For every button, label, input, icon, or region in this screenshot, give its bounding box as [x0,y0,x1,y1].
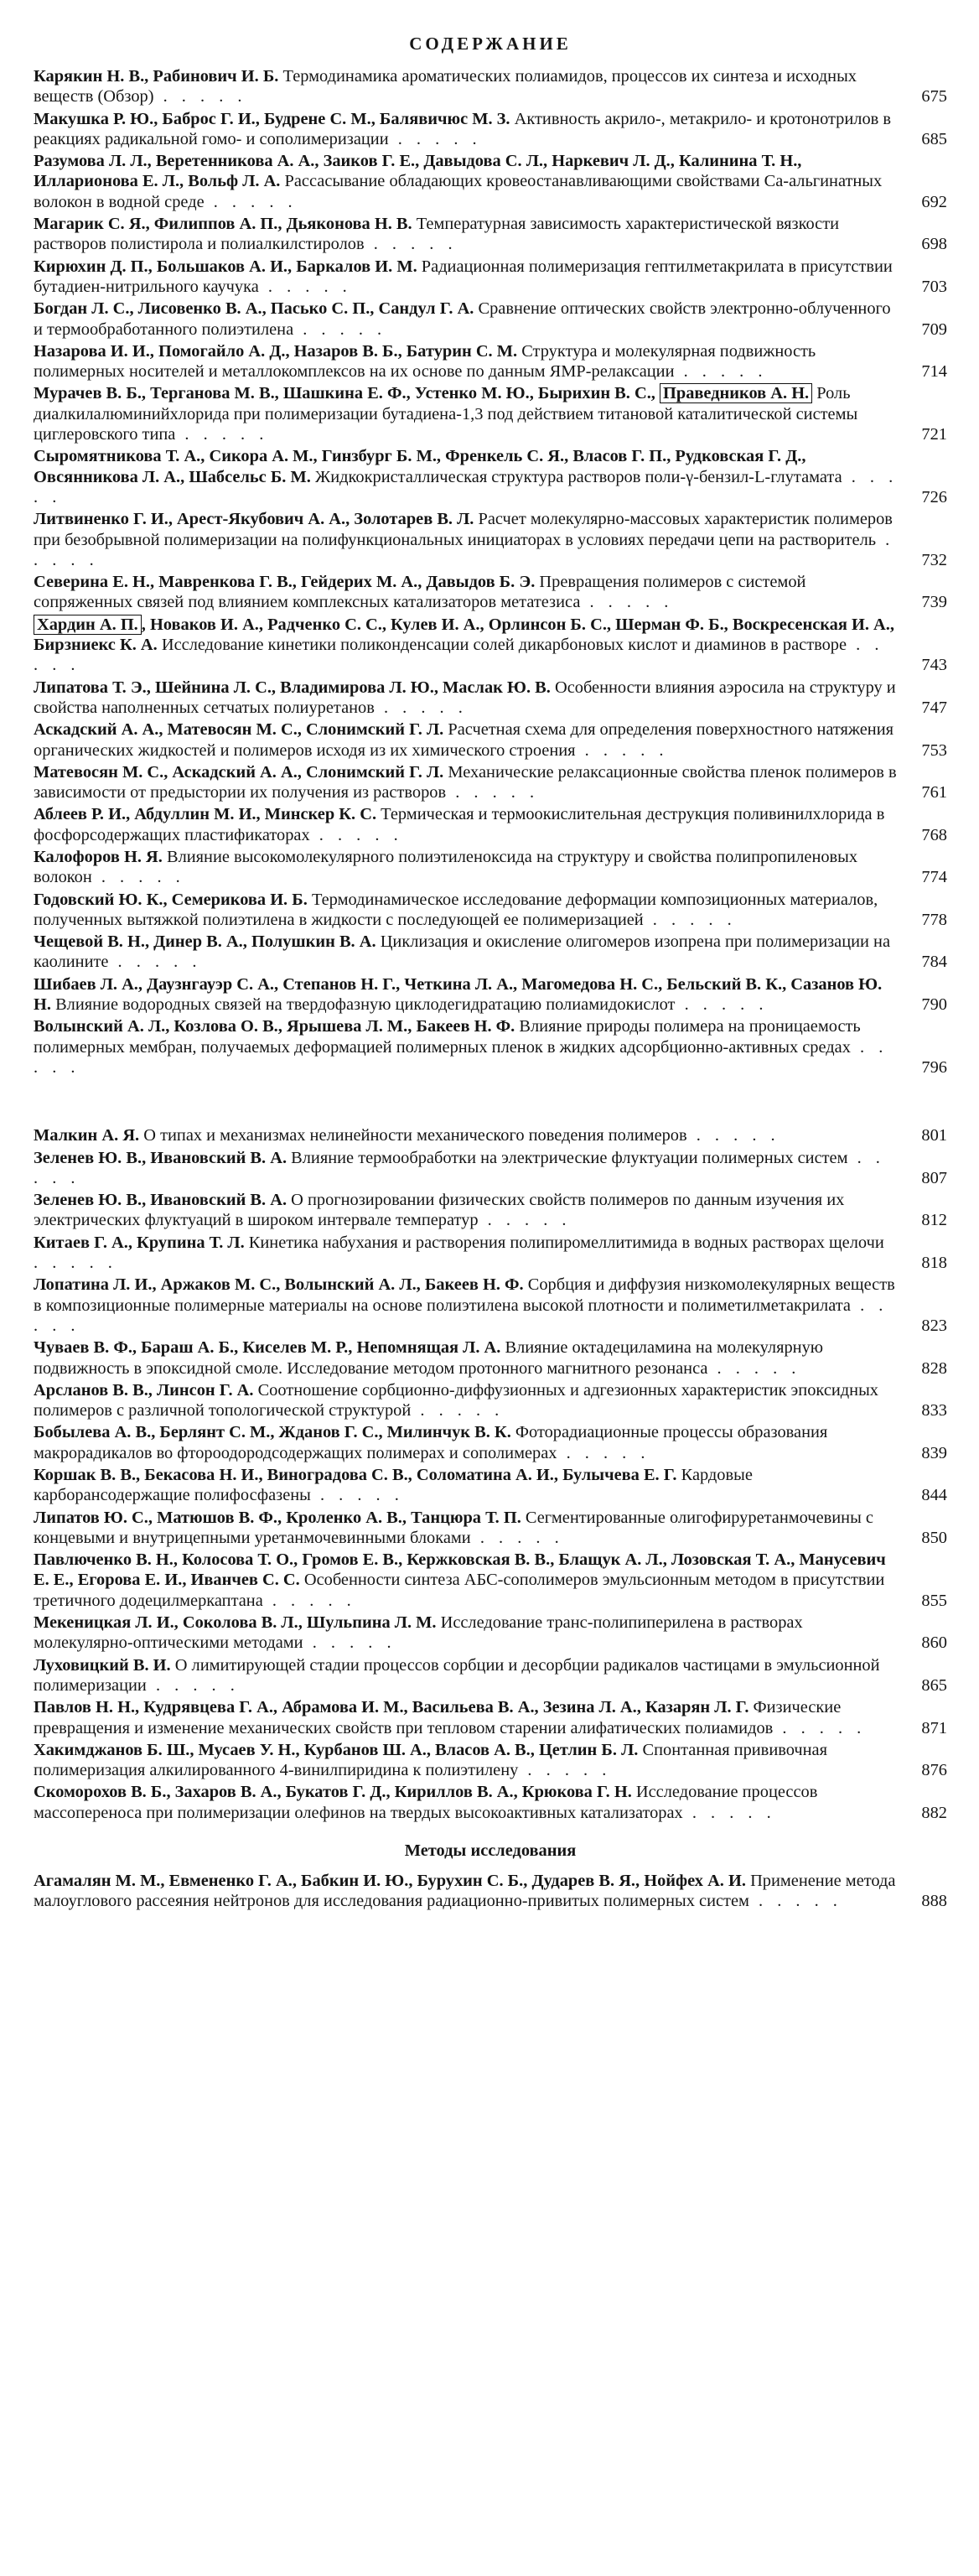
entry-page-number: 855 [921,1591,947,1610]
toc-entry [34,804,947,845]
entry-title: Сорбция и диффузия низкомолекулярных веществ в композиционные полимерные материалы на основе полиэтилена высокой плотности и полиметилметакрилата [34,1275,895,1315]
leader-dots: . . . . . [675,995,769,1015]
toc-entry [34,932,947,973]
toc-entry-text [34,615,894,675]
toc-entry [34,257,947,298]
entry-title: Влияние термообработки на электрические флуктуации полимерных систем [291,1148,848,1167]
leader-dots: . . . . . [682,1803,776,1822]
entry-authors: Богдан Л. С., Лисовенко В. А., Пасько С. П., Сандул Г. А. [34,299,474,319]
leader-dots: . . . . . [204,192,298,211]
entry-authors: Аскадский А. А., Матевосян М. С., Слонимский Г. Л. [34,720,444,740]
entry-title: О типах и механизмах нелинейности механического поведения полимеров [143,1126,687,1145]
entry-title: Соотношение сорбционно-диффузионных и адгезионных характеристик эпоксидных полимеров с различной топологической структурой [34,1380,878,1420]
entry-page-number: 860 [921,1633,947,1653]
entry-title: Активность акрило-, метакрило- и кротонотрилов в реакциях радикальной гомо- и сополимеризации [34,109,892,148]
entry-title: Особенности влияния аэросила на структуру и свойства наполненных сетчатых полиуретанов [34,678,896,717]
entry-authors: Павлюченко В. Н., Колосова Т. О., Громов Е. В., Кержковская В. В., Блащук А. Л., Лозовская Т. А., Манусевич Е. Е., Егорова Е. И., Иванчев С. С. [34,1550,886,1590]
toc-entry-text [34,1191,844,1229]
entry-title: Кардовые карборансодержащие полифосфазены [34,1466,753,1505]
entry-page-number: 850 [921,1528,947,1547]
entry-authors: Кирюхин Д. П., Большаков А. И., Баркалов И. М. [34,257,417,276]
entry-authors: Лопатина Л. И., Аржаков М. С., Волынский А. Л., Бакеев Н. Ф. [34,1275,524,1295]
entry-authors: Мурачев В. Б., Терганова М. В., Шашкина Е. Ф., Устенко М. Ю., Бырихин В. С., [34,384,660,403]
leader-dots: . . . . . [674,362,768,382]
toc-entry [34,299,947,340]
toc-entry [34,383,947,444]
leader-dots: . . . . . [108,953,202,972]
leader-dots: . . . . . [446,783,540,802]
entry-title: Физические превращения и изменение механических свойств при тепловом старении алифатических полиамидов [34,1698,842,1737]
entry-title: Механические релаксационные свойства пленок полимеров в зависимости от предыстории их получения из растворов [34,762,897,802]
toc-entry-text [34,1423,827,1462]
toc-entry-text [34,932,890,971]
entry-page-number: 839 [921,1443,947,1462]
entry-page-number: 743 [921,656,947,675]
toc-entry-text [34,342,816,381]
leader-dots: . . . . . [748,1892,842,1911]
toc-entry [34,847,947,888]
toc-entry [34,615,947,676]
entry-authors: Зеленев Ю. В., Ивановский В. А. [34,1191,287,1210]
toc-entry [34,678,947,719]
entry-page-number: 714 [921,362,947,382]
leader-dots: . . . . . [34,1037,888,1077]
entry-title: Радиационная полимеризация гептилметакрилата в присутствии бутадиен-нитрильного каучука [34,257,893,296]
entry-title: О лимитирующей стадии процессов сорбции и десорбции радикалов частицами в эмульсионной полимеризации [34,1655,880,1695]
entry-page-number: 732 [921,550,947,569]
toc-entry-text [34,1149,885,1187]
entry-title: Исследование кинетики поликонденсации солей дикарбоновых кислот и диаминов в растворе [161,636,847,655]
leader-dots: . . . . . [470,1528,564,1547]
toc-entry [34,1740,947,1781]
entry-page-number: 675 [921,87,947,106]
leader-dots: . . . . . [707,1358,801,1378]
entry-authors: Коршак В. В., Бекасова Н. И., Виноградова С. В., Соломатина А. И., Булычева Е. Г. [34,1466,677,1484]
toc-entry [34,1125,947,1145]
entry-title: Влияние октадециламина на молекулярную подвижность в эпоксидной смоле. Исследование методом протонного магнитного резонанса [34,1338,824,1378]
entry-authors: Литвиненко Г. И., Арест-Якубович А. А., Золотарев В. Л. [34,510,474,529]
toc-entry-text [34,257,893,296]
entry-page-number: 871 [921,1718,947,1737]
entry-page-number: 685 [921,129,947,148]
entry-title: О прогнозировании физических свойств полимеров по данным изучения их электрических флуктуаций в широком интервале температур [34,1191,845,1230]
entry-title: Температурная зависимость характеристической вязкости растворов полистирола и полиалкилстиролов [34,215,840,254]
leader-dots: . . . . . [686,1126,780,1145]
leader-dots: . . . . . [310,1486,404,1505]
entry-title: Термодинамическое исследование деформации композиционных материалов, полученных вытяжкой полиэтилена в жидкости с последующей ее полимеризацией [34,890,878,929]
toc-entry [34,1508,947,1549]
leader-dots: . . . . . [557,1443,650,1462]
toc-entry [34,1233,947,1274]
leader-dots: . . . . . [580,593,674,612]
leader-dots: . . . . . [153,87,247,106]
entry-authors: Малкин А. Я. [34,1126,140,1145]
entry-title: Жидкокристаллическая структура растворов поли-γ-бензил-L-глутамата [314,467,842,486]
toc-entry [34,1871,947,1912]
entry-title: Спонтанная прививочная полимеризация алкилированного 4-винилпиридина к полиэтилену [34,1740,827,1780]
leader-dots: . . . . . [303,1633,396,1653]
toc-entry [34,151,947,212]
toc-entry [34,1465,947,1506]
entry-authors: Северина Е. Н., Мавренкова Г. В., Гейдерих М. А., Давыдов Б. Э. [34,573,536,592]
toc-entry-text [34,1017,888,1077]
entry-authors: Зеленев Ю. В., Ивановский В. А. [34,1148,287,1167]
toc-entry-text [34,1126,780,1145]
toc-entry-text [34,1338,823,1377]
entry-page-number: 761 [921,783,947,802]
entry-title: Структура и молекулярная подвижность полимерных носителей и металлокомплексов на их основе по данным ЯМР-релаксации [34,341,816,382]
entry-authors: Липатов Ю. С., Матюшов В. Ф., Кроленко А. В., Танцюра Т. П. [34,1508,521,1527]
toc-entry [34,762,947,803]
entry-page-number: 812 [921,1211,947,1230]
toc-entry [34,1550,947,1611]
entry-authors: Скоморохов В. Б., Захаров В. А., Букатов Г. Д., Кириллов В. А., Крюкова Г. Н. [34,1783,632,1802]
toc-entry-text [34,848,857,886]
entry-authors: Аблеев Р. И., Абдуллин М. И., Минскер К. С. [34,805,377,824]
toc-entry-text [34,1698,866,1737]
entry-title: Фоторадиационные процессы образования макрорадикалов во фтороодородсодержащих полимерах и сополимерах [34,1423,828,1462]
toc-entry [34,974,947,1015]
entry-page-number: 865 [921,1675,947,1695]
leader-dots: . . . . . [388,129,482,148]
leader-dots: . . . . . [773,1718,867,1737]
toc-entry [34,1016,947,1078]
toc-entry [34,1655,947,1696]
entry-page-number: 768 [921,825,947,844]
entry-page-number: 784 [921,953,947,972]
entry-page-number: 698 [921,235,947,254]
toc-entry-text [34,805,884,844]
leader-dots: . . . . . [34,636,884,675]
entry-page-number: 833 [921,1401,947,1420]
toc-entry-text [34,1550,886,1610]
toc-entry [34,1422,947,1463]
toc-entry [34,890,947,931]
leader-dots: . . . . . [364,235,458,254]
entry-authors: Макушка Р. Ю., Баброс Г. И., Будрене С. М., Балявичюс М. З. [34,109,510,128]
entry-title: Особенности синтеза АБС-сополимеров эмульсионным методом в присутствии третичного додецилмеркаптана [34,1571,885,1610]
entry-page-number: 739 [921,593,947,612]
toc-entry [34,572,947,613]
toc-entry-text [34,1741,827,1779]
entry-page-number: 726 [921,487,947,506]
leader-dots: . . . . . [34,530,895,569]
section-1-entries [34,66,947,1078]
entry-title: Расчет молекулярно-массовых характеристик полимеров при безобрывной полимеризации на полифункциональных инициаторах в условиях передачи цепи на растворитель [34,510,893,549]
entry-authors: Мекеницкая Л. И., Соколова В. Л., Шульпина Л. М. [34,1613,437,1633]
entry-page-number: 703 [921,277,947,296]
entry-title: Термодинамика ароматических полиамидов, процессов их синтеза и исходных веществ (Обзор) [34,67,857,106]
toc-entry-text [34,891,878,929]
section-2-entries [34,1125,947,1823]
toc-entry-text [34,1783,817,1821]
toc-entry [34,341,947,382]
toc-entry-text [34,1275,895,1335]
toc-entry [34,1697,947,1738]
leader-dots: . . . . . [478,1211,572,1230]
section-3-title: Методы исследования [404,1841,577,1861]
entry-title: Циклизация и окисление олигомеров изопрена при полимеризации на каолините [34,932,891,972]
toc-entry [34,1148,947,1189]
leader-dots: . . . . . [91,868,185,887]
toc-entry [34,1613,947,1654]
toc-entry [34,66,947,107]
entry-title: Исследование транс-полипиперилена в растворах молекулярно-оптическими методами [34,1613,803,1653]
leader-dots: . . . . . [374,698,468,717]
toc-entry-text [34,152,882,211]
entry-authors: Годовский Ю. К., Семерикова И. Б. [34,890,308,909]
leader-dots: . . . . . [575,740,669,760]
entry-authors: Китаев Г. А., Крупина Т. Л. [34,1233,245,1252]
toc-entry-text [34,1466,753,1504]
entry-title: Роль диалкилалюминийхлорида при полимеризации бутадиена-1,3 под действием титановой каталитической системы циглеровского типа [34,384,858,444]
entry-page-number: 823 [921,1316,947,1335]
entry-page-number: 692 [921,192,947,211]
entry-page-number: 747 [921,698,947,717]
entry-authors: Хакимджанов Б. Ш., Мусаев У. Н., Курбанов Ш. А., Власов А. В., Цетлин Б. Л. [34,1740,639,1759]
leader-dots: . . . . . [643,910,737,929]
entry-title: Расчетная схема для определения поверхностного натяжения органических жидкостей и полимеров исходя из их химического строения [34,720,894,760]
toc-entry [34,1782,947,1823]
toc-entry [34,214,947,255]
toc-entry-text [34,1233,884,1272]
entry-authors: Калофоров Н. Я. [34,847,163,866]
entry-page-number: 796 [921,1057,947,1077]
entry-authors: Бобылева А. В., Берлянт С. М., Жданов Г. С., Милинчук В. К. [34,1423,511,1442]
entry-page-number: 721 [921,425,947,444]
toc-entry-text [34,678,896,717]
entry-title: Термическая и термоокислительная деструкция поливинилхлорида в фосфорсодержащих пластификаторах [34,805,885,844]
toc-entry-text [34,447,898,506]
entry-title: Применение метода малоуглового рассеяния нейтронов для исследования радиационно-привитых полимерных систем [34,1872,896,1911]
entry-page-number: 882 [921,1803,947,1822]
entry-title: Сравнение оптических свойств электронно-облученного и термообработанного полиэтилена [34,299,891,339]
toc-entry-text [34,1381,878,1420]
entry-authors: Разумова Л. Л., Веретенникова А. А., Заиков Г. Е., Давыдова С. Л., Наркевич Л. Д., Калинина Т. Н., Илларионова Е. Л., Вольф Л. А. [34,152,802,191]
entry-authors: Павлов Н. Н., Кудрявцева Г. А., Абрамова И. М., Васильева В. А., Зезина Л. А., Казарян Л. Г. [34,1698,749,1717]
leader-dots: . . . . . [34,1148,885,1187]
entry-authors: Чещевой В. Н., Динер В. А., Полушкин В. А. [34,932,376,952]
toc-entry-text [34,1872,895,1910]
entry-authors: , Новаков И. А., Радченко С. С., Кулев И. А., Орлинсон Б. С., Шерман Ф. Б., Воскресенская И. А., Бирзниекс К. А. [34,615,894,655]
toc-entry-text [34,975,882,1014]
toc-entry [34,446,947,507]
entry-page-number: 876 [921,1761,947,1780]
entry-page-number: 778 [921,910,947,929]
toc-entry [34,1380,947,1421]
toc-entry-text [34,110,891,148]
leader-dots: . . . . . [309,825,403,844]
toc-entry-text [34,67,857,106]
entry-authors: Шибаев Л. А., Даузнгауэр С. А., Степанов Н. Г., Четкина Л. А., Магомедова Н. С., Бельский В. К., Сазанов Ю. Н. [34,974,883,1015]
entry-authors: Карякин Н. В., Рабинович И. Б. [34,67,279,86]
leader-dots: . . . . . [411,1401,505,1420]
entry-page-number: 753 [921,740,947,760]
entry-authors: Арсланов В. В., Линсон Г. А. [34,1380,254,1400]
entry-page-number: 774 [921,868,947,887]
toc-entry [34,509,947,570]
contents-page [34,34,947,1914]
entry-authors: Волынский А. Л., Козлова О. В., Ярышева Л. М., Бакеев Н. Ф. [34,1017,515,1036]
entry-authors: Матевосян М. С., Аскадский А. А., Слонимский Г. Л. [34,762,444,782]
entry-page-number: 807 [921,1168,947,1187]
leader-dots: . . . . . [34,467,899,506]
leader-dots: . . . . . [34,1296,888,1335]
leader-dots: . . . . . [34,1254,117,1273]
toc-entry-text [34,1613,803,1652]
toc-entry [34,1190,947,1231]
entry-page-number: 844 [921,1486,947,1505]
leader-dots: . . . . . [262,1591,356,1610]
entry-page-number: 801 [921,1126,947,1145]
entry-authors: Агамалян М. М., Евмененко Г. А., Бабкин И. Ю., Бурухин С. Б., Дударев В. Я., Нойфех А. И. [34,1872,746,1891]
toc-entry [34,1337,947,1379]
toc-entry [34,109,947,150]
entry-title: Сегментированные олигофируретанмочевины с концевыми и внутрицепными уретанмочевинными блоками [34,1508,873,1547]
entry-title: Кинетика набухания и растворения полипиромеллитимида в водных растворах щелочи [248,1233,884,1252]
entry-title: Превращения полимеров с системой сопряженных связей под влиянием комплексных катализаторов метатезиса [34,573,806,612]
entry-authors: Сыромятникова Т. А., Сикора А. М., Гинзбург Б. М., Френкель С. Я., Власов Г. П., Рудковская Г. Д., Овсянникова Л. А., Шабсельс Б. М. [34,447,806,486]
toc-entry [34,719,947,761]
entry-page-number: 888 [921,1892,947,1911]
entry-authors: Магарик С. Я., Филиппов А. П., Дьяконова Н. В. [34,215,412,234]
section-3-entries [34,1871,947,1912]
boxed-author: Праведников А. Н. [660,383,812,403]
entry-title: Влияние водородных связей на твердофазную циклодегидратацию полиамидокислот [55,995,676,1015]
toc-entry-text [34,299,891,338]
entry-page-number: 790 [921,995,947,1015]
leader-dots: . . . . . [258,277,352,296]
entry-title: Рассасывание обладающих кровеостанавливающими свойствами Са-альгинатных волокон в водной среде [34,172,883,211]
entry-authors: Чуваев В. Ф., Бараш А. Б., Киселев М. Р., Непомнящая Л. А. [34,1338,501,1358]
entry-authors: Липатова Т. Э., Шейнина Л. С., Владимирова Л. Ю., Маслак Ю. В. [34,678,551,697]
page-title: СОДЕРЖАНИЕ [409,34,572,54]
toc-entry-text [34,1656,880,1695]
toc-entry-text [34,763,897,802]
entry-page-number: 709 [921,319,947,339]
toc-entry-text [34,383,857,444]
entry-authors: Луховицкий В. И. [34,1655,171,1675]
toc-entry-text [34,510,894,569]
entry-title: Влияние высокомолекулярного полиэтиленоксида на структуру и свойства полипропиленовых волокон [34,847,858,887]
toc-entry [34,1275,947,1336]
toc-entry-text [34,1509,873,1547]
entry-authors: Назарова И. И., Помогайло А. Д., Назаров В. Б., Батурин С. М. [34,341,518,361]
section-gap [34,1079,947,1125]
entry-title: Влияние природы полимера на проницаемость полимерных мембран, получаемых деформацией полимерных пленок в жидких адсорбционно-активных средах [34,1017,861,1057]
leader-dots: . . . . . [518,1761,612,1780]
leader-dots: . . . . . [293,319,387,339]
leader-dots: . . . . . [146,1675,240,1695]
leader-dots: . . . . . [175,425,269,444]
entry-title: Исследование процессов массопереноса при полимеризации олефинов на твердых высокоактивных катализаторах [34,1783,818,1822]
entry-page-number: 818 [921,1254,947,1273]
toc-entry-text [34,215,839,253]
entry-page-number: 828 [921,1358,947,1378]
toc-entry-text [34,720,894,759]
boxed-author: Хардин А. П. [34,615,142,635]
toc-entry-text [34,573,805,611]
